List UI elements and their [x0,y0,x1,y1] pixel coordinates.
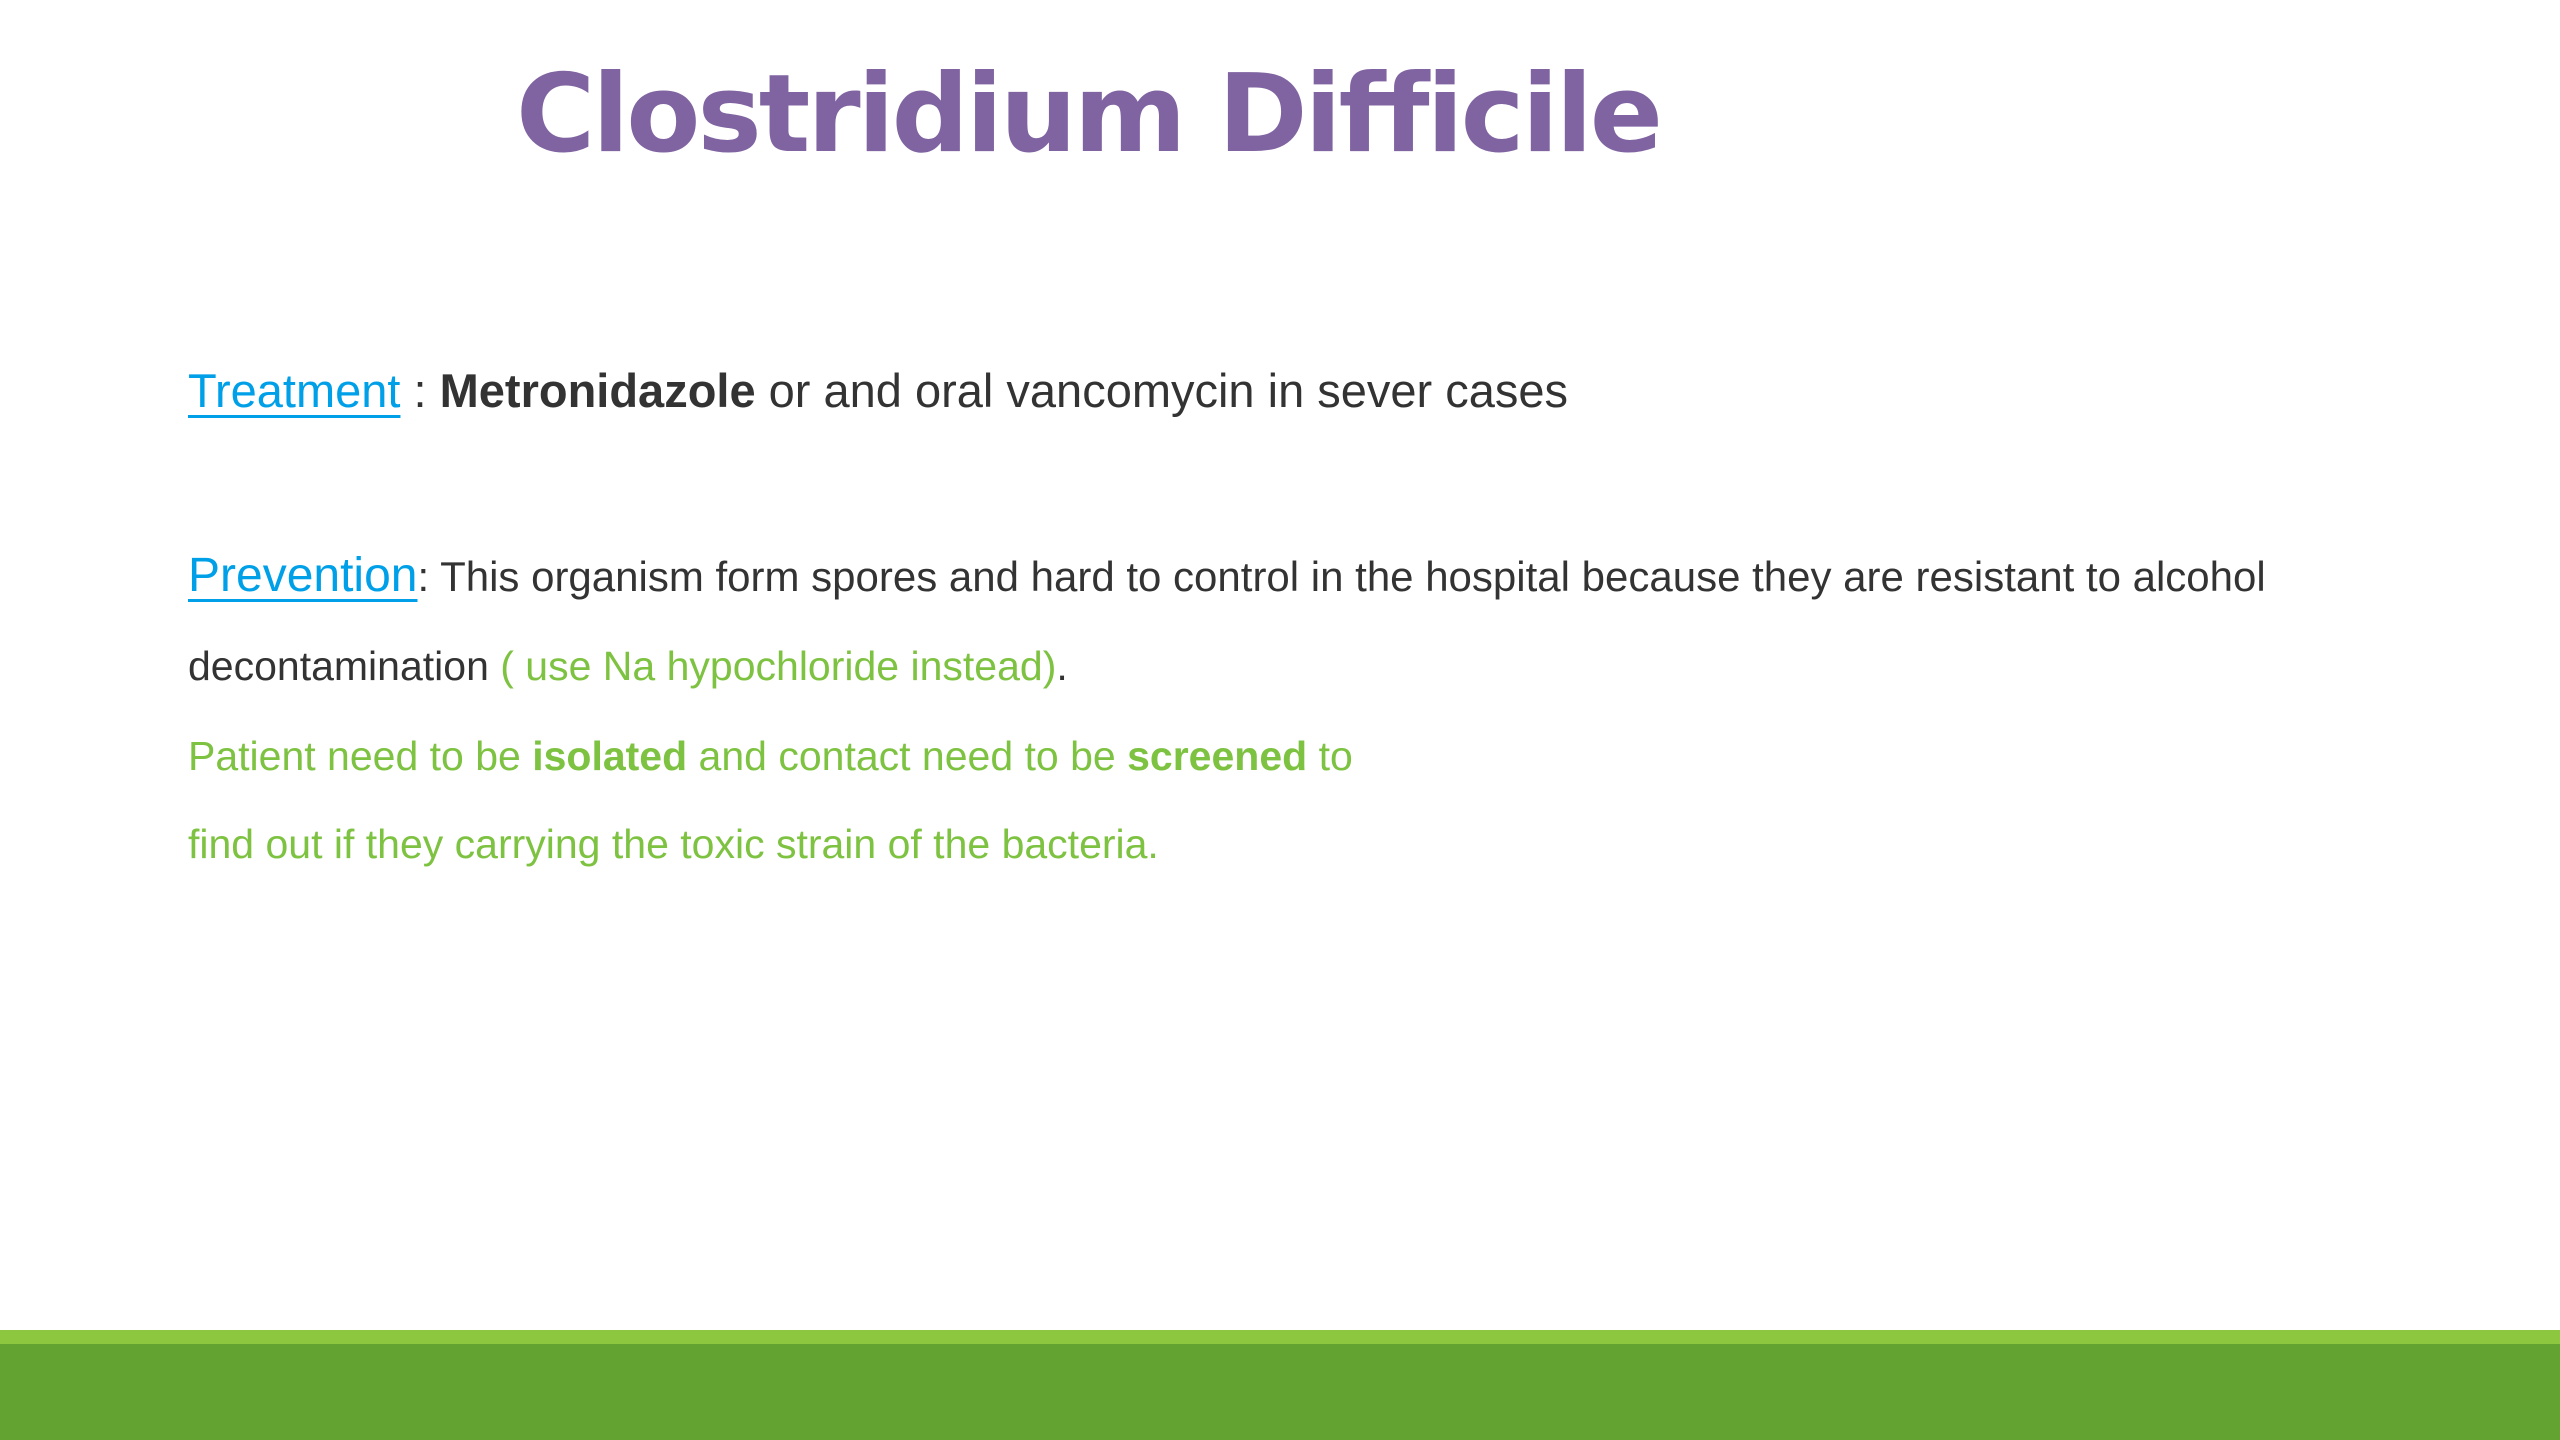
find-out-line: find out if they carrying the toxic strain of the bacteria. [188,821,1159,867]
isolation-pre: Patient need to be [188,733,533,779]
treatment-line [188,355,1568,427]
isolation-post: to [1307,733,1353,779]
prevention-line [188,540,2266,613]
decontamination-end: . [1056,643,1068,689]
isolation-line [188,720,1353,792]
treatment-rest: or and oral vancomycin in sever cases [755,364,1569,417]
slide-title: Clostridium Difficile [516,52,1660,177]
footer-accent-stripe [0,1330,2560,1344]
prevention-link[interactable]: Prevention [188,549,418,602]
treatment-drug: Metronidazole [439,364,756,417]
prevention-text: This organism form spores and hard to control in the hospital because they are resistant to alcohol [429,553,2266,600]
decontamination-note: ( use Na hypochloride instead) [500,643,1057,689]
footer-band [0,1344,2560,1440]
prevention-separator: : [417,553,430,600]
decontamination-line [188,630,1068,702]
treatment-link[interactable]: Treatment [188,364,401,417]
treatment-separator: : [400,364,440,417]
screened-word: screened [1127,733,1308,779]
isolated-word: isolated [532,733,688,779]
decontamination-text: decontamination [188,643,501,689]
isolation-mid: and contact need to be [687,733,1128,779]
